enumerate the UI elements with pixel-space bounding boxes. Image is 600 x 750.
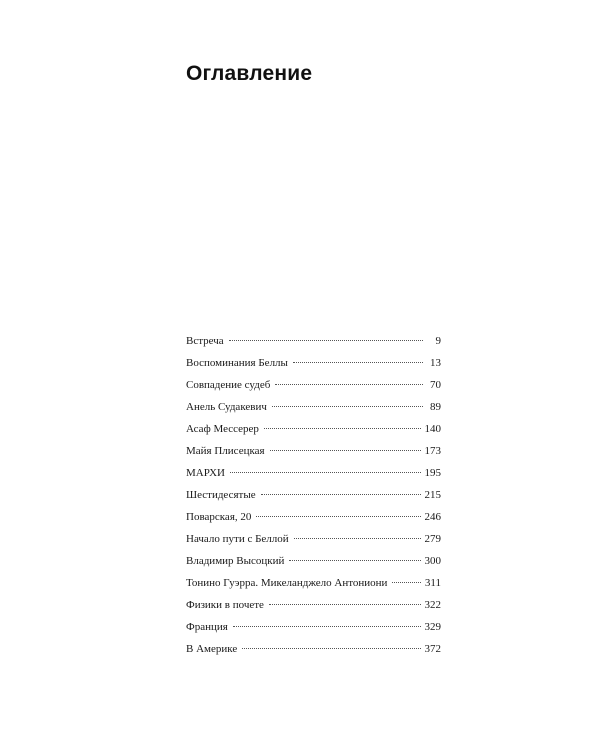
toc-entry-page: 13	[430, 357, 441, 369]
toc-entry	[186, 330, 441, 352]
toc-entry	[186, 550, 441, 572]
toc-entry-title: Тонино Гуэрра. Микеланджело Антониони	[186, 577, 388, 589]
toc-entry-page: 329	[424, 621, 441, 633]
toc-entry	[186, 352, 441, 374]
toc-entry	[186, 528, 441, 550]
toc-entry-page: 246	[424, 511, 441, 523]
dot-leader	[264, 428, 421, 429]
toc-entry-page: 322	[424, 599, 441, 611]
dot-leader	[233, 626, 421, 627]
toc-entry-title: Франция	[186, 621, 228, 633]
toc-entry-page: 279	[424, 533, 441, 545]
toc-entry-title: В Америке	[186, 643, 238, 655]
dot-leader	[272, 406, 423, 407]
dot-leader	[269, 604, 421, 605]
toc-entry-title: Владимир Высоцкий	[186, 555, 285, 567]
dot-leader	[242, 648, 420, 649]
toc-entry-page: 9	[435, 335, 441, 347]
toc-entry-title: Совпадение судеб	[186, 379, 271, 391]
toc-entry-page: 70	[430, 379, 441, 391]
toc-entry-title: Воспоминания Беллы	[186, 357, 288, 369]
toc-entry-title: Майя Плисецкая	[186, 445, 265, 457]
toc-entry-page: 311	[424, 577, 441, 589]
dot-leader	[275, 384, 423, 385]
toc-entry	[186, 396, 441, 418]
toc-entry-page: 372	[424, 643, 441, 655]
toc-entry	[186, 462, 441, 484]
toc-entry-title: Асаф Мессерер	[186, 423, 259, 435]
dot-leader	[230, 472, 421, 473]
toc-entry-page: 140	[424, 423, 441, 435]
table-of-contents	[186, 330, 441, 660]
contents-heading: Оглавление	[186, 62, 313, 85]
toc-entry	[186, 506, 441, 528]
toc-entry-page: 89	[430, 401, 441, 413]
toc-entry	[186, 418, 441, 440]
dot-leader	[293, 362, 423, 363]
dot-leader	[229, 340, 423, 341]
toc-entry	[186, 638, 441, 660]
dot-leader	[270, 450, 421, 451]
toc-entry-title: Анель Судакевич	[186, 401, 267, 413]
dot-leader	[289, 560, 420, 561]
toc-entry	[186, 616, 441, 638]
toc-entry	[186, 374, 441, 396]
toc-entry-title: Физики в почете	[186, 599, 264, 611]
dot-leader	[294, 538, 421, 539]
toc-entry	[186, 572, 441, 594]
toc-entry-title: Встреча	[186, 335, 224, 347]
dot-leader	[256, 516, 420, 517]
toc-entry-title: Начало пути с Беллой	[186, 533, 289, 545]
toc-entry-title: МАРХИ	[186, 467, 225, 479]
toc-entry	[186, 594, 441, 616]
toc-entry	[186, 484, 441, 506]
toc-entry-title: Поварская, 20	[186, 511, 252, 523]
toc-entry-page: 195	[424, 467, 441, 479]
toc-entry-page: 215	[424, 489, 441, 501]
toc-entry-title: Шестидесятые	[186, 489, 256, 501]
toc-entry	[186, 440, 441, 462]
dot-leader	[261, 494, 421, 495]
dot-leader	[392, 582, 420, 583]
toc-entry-page: 173	[424, 445, 441, 457]
toc-entry-page: 300	[424, 555, 441, 567]
